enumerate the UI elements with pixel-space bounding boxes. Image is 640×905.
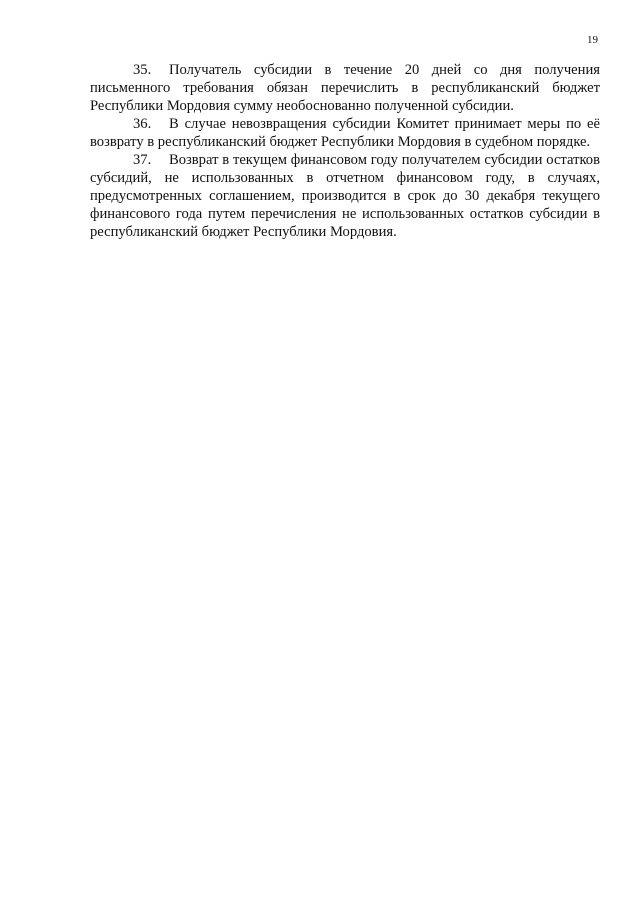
paragraph-36 [90, 115, 600, 151]
page-number: 19 [587, 34, 598, 46]
paragraph-number: 35. [133, 62, 152, 78]
paragraph-number: 37. [133, 152, 152, 168]
paragraph-text: В случае невозвращения субсидии Комитет принимает меры по её возврату в республиканский бюджет Республики Мордовия в судебном порядке. [90, 116, 600, 150]
paragraph-text: Возврат в текущем финансовом году получателем субсидии остатков субсидий, не использованных в отчетном финансовом году, в случаях, предусмотренных соглашением, производится в срок до 30 декабря текущего финансового года путем перечисления не использованных остатков субсидии в республиканский бюджет Республики Мордовия. [90, 152, 600, 240]
paragraph-37 [90, 151, 600, 241]
document-body [90, 61, 600, 241]
paragraph-number: 36. [133, 116, 152, 132]
paragraph-35 [90, 61, 600, 115]
paragraph-text: Получатель субсидии в течение 20 дней со дня получения письменного требования обязан перечислить в республиканский бюджет Республики Мордовия сумму необоснованно полученной субсидии. [90, 62, 600, 114]
